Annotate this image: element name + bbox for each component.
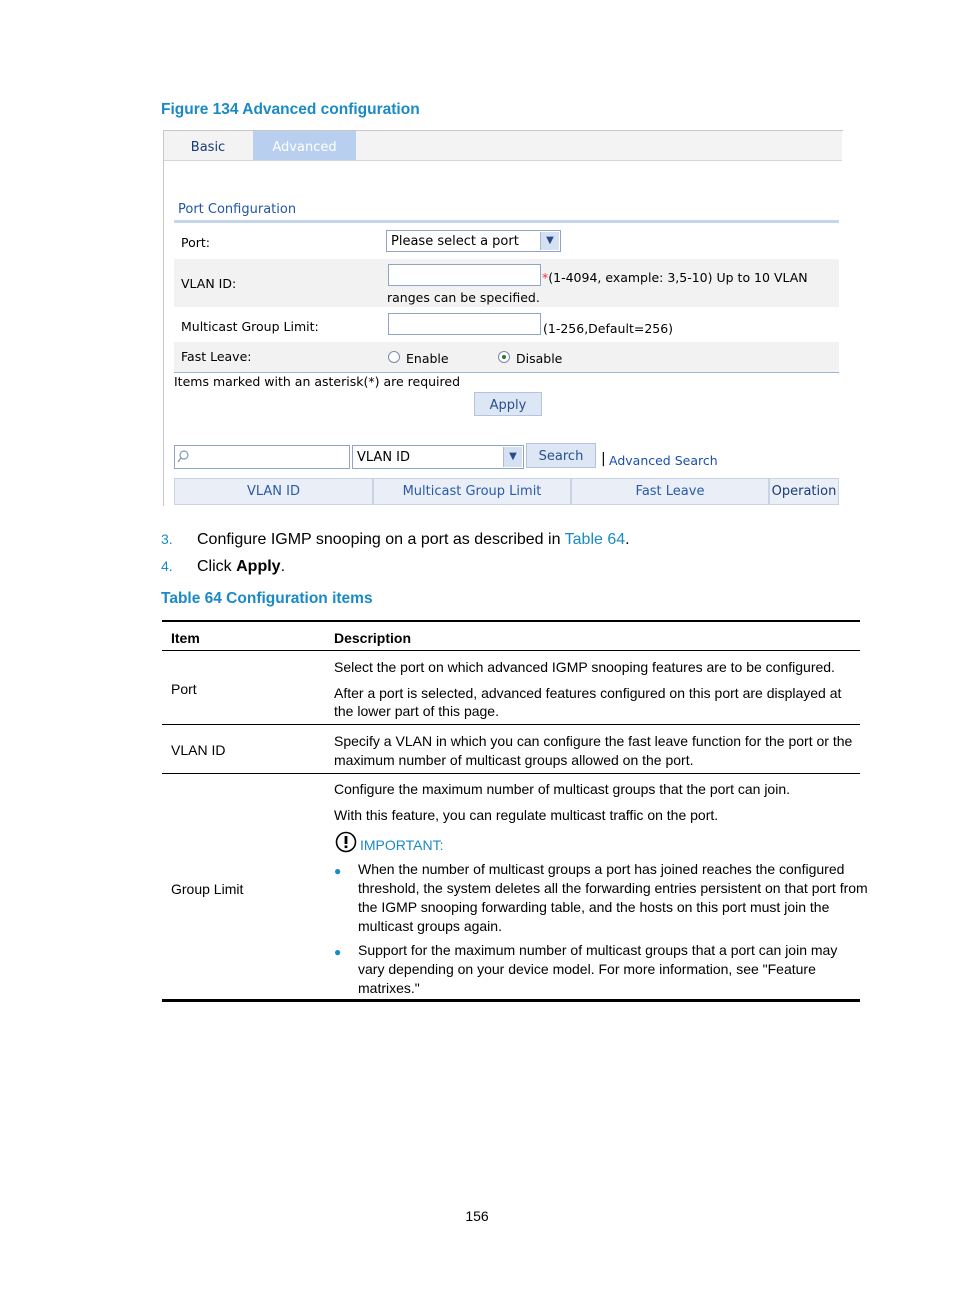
bullet-1-line: multicast groups again. xyxy=(358,918,502,934)
row-port-desc-2: After a port is selected, advanced features configured on this port are displayed at xyxy=(334,685,842,701)
row-vlan-desc-1: Specify a VLAN in which you can configure the fast leave function for the port or the xyxy=(334,733,853,749)
row-group-limit-desc-1: Configure the maximum number of multicast groups that the port can join. xyxy=(334,781,790,797)
header-description: Description xyxy=(334,630,412,646)
step-number: 3. xyxy=(161,531,173,547)
search-field-select[interactable] xyxy=(352,445,524,469)
row-group-limit-item: Group Limit xyxy=(171,881,244,897)
important-icon xyxy=(335,831,357,853)
section-title: Port Configuration xyxy=(178,202,297,217)
port-select[interactable] xyxy=(386,230,561,252)
figure-title: Figure 134 Advanced configuration xyxy=(161,101,420,118)
search-button[interactable]: Search xyxy=(526,443,596,468)
row-vlan-item: VLAN ID xyxy=(171,742,226,758)
fast-leave-label: Fast Leave: xyxy=(181,349,252,364)
port-select-value: Please select a port xyxy=(391,234,519,249)
disable-label: Disable xyxy=(516,351,563,366)
step-number: 4. xyxy=(161,558,173,574)
search-input[interactable] xyxy=(174,445,350,469)
fast-leave-row xyxy=(174,342,839,373)
row-port-item: Port xyxy=(171,681,197,697)
group-limit-row xyxy=(174,308,839,341)
separator: | xyxy=(601,451,606,467)
column-header-vlan-id[interactable]: VLAN ID xyxy=(174,478,373,505)
group-limit-label: Multicast Group Limit: xyxy=(181,319,319,334)
header-item: Item xyxy=(171,630,200,646)
tab-bar xyxy=(164,131,842,161)
apply-button[interactable]: Apply xyxy=(474,392,542,416)
bullet-1-line: the IGMP snooping forwarding table, and the hosts on this port must join the xyxy=(358,899,830,915)
chevron-down-icon: ▼ xyxy=(540,232,559,250)
vlan-label: VLAN ID: xyxy=(181,276,237,291)
column-header-fast-leave[interactable]: Fast Leave xyxy=(571,478,769,505)
bullet-2-line: vary depending on your device model. For more information, see "Feature xyxy=(358,961,816,977)
tab-basic[interactable]: Basic xyxy=(190,140,226,155)
table-bottom-rule xyxy=(162,999,860,1002)
radio-selected-dot xyxy=(502,355,506,359)
row-port-desc-1: Select the port on which advanced IGMP snooping features are to be configured. xyxy=(334,659,835,675)
row-port-desc-2b: the lower part of this page. xyxy=(334,703,499,719)
table-64-link[interactable]: Table 64 xyxy=(564,531,626,548)
bullet-2-line: matrixes." xyxy=(358,980,420,996)
group-limit-input[interactable] xyxy=(388,313,541,335)
port-row xyxy=(174,226,839,258)
required-asterisk: * xyxy=(542,270,549,285)
table-title: Table 64 Configuration items xyxy=(161,590,373,607)
row-rule xyxy=(162,773,860,774)
bullet-icon: ● xyxy=(334,945,342,959)
step-4: 4. Click Apply. xyxy=(161,558,286,575)
row-rule xyxy=(162,724,860,725)
advanced-search-link[interactable]: Advanced Search xyxy=(609,453,718,468)
enable-label: Enable xyxy=(406,351,449,366)
vlan-hint-continued: ranges can be specified. xyxy=(387,290,540,305)
advanced-config-panel xyxy=(163,130,843,506)
bullet-2-line: Support for the maximum number of multicast groups that a port can join may xyxy=(358,942,838,958)
column-header-operation: Operation xyxy=(769,478,839,505)
bullet-1-line: threshold, the system deletes all the forwarding entries persistent on that port from xyxy=(358,880,868,896)
vlan-hint: *(1-4094, example: 3,5-10) Up to 10 VLAN xyxy=(542,270,808,285)
chevron-down-icon: ▼ xyxy=(503,447,522,467)
row-group-limit-desc-2: With this feature, you can regulate multicast traffic on the port. xyxy=(334,807,719,823)
vlan-id-input[interactable] xyxy=(388,264,541,286)
enable-radio[interactable] xyxy=(388,351,400,363)
group-limit-hint: (1-256,Default=256) xyxy=(543,321,674,336)
search-icon xyxy=(177,450,191,464)
search-field-value: VLAN ID xyxy=(357,450,411,465)
port-label: Port: xyxy=(181,235,210,250)
bullet-1-line: When the number of multicast groups a port has joined reaches the configured xyxy=(358,861,845,877)
important-label: IMPORTANT: xyxy=(360,837,444,853)
required-note: Items marked with an asterisk(*) are required xyxy=(174,374,461,389)
vlan-row xyxy=(174,259,839,307)
column-header-multicast-group-limit[interactable]: Multicast Group Limit xyxy=(373,478,571,505)
row-vlan-desc-2: maximum number of multicast groups allowed on the port. xyxy=(334,752,694,768)
disable-radio[interactable] xyxy=(498,351,510,363)
bullet-icon: ● xyxy=(334,864,342,878)
step-3: 3. Configure IGMP snooping on a port as described in Table 64. xyxy=(161,531,630,548)
header-rule xyxy=(162,650,860,651)
section-divider xyxy=(174,220,839,223)
table-top-rule xyxy=(162,620,860,622)
page-number: 156 xyxy=(465,1208,489,1224)
tab-advanced[interactable]: Advanced xyxy=(253,131,356,160)
